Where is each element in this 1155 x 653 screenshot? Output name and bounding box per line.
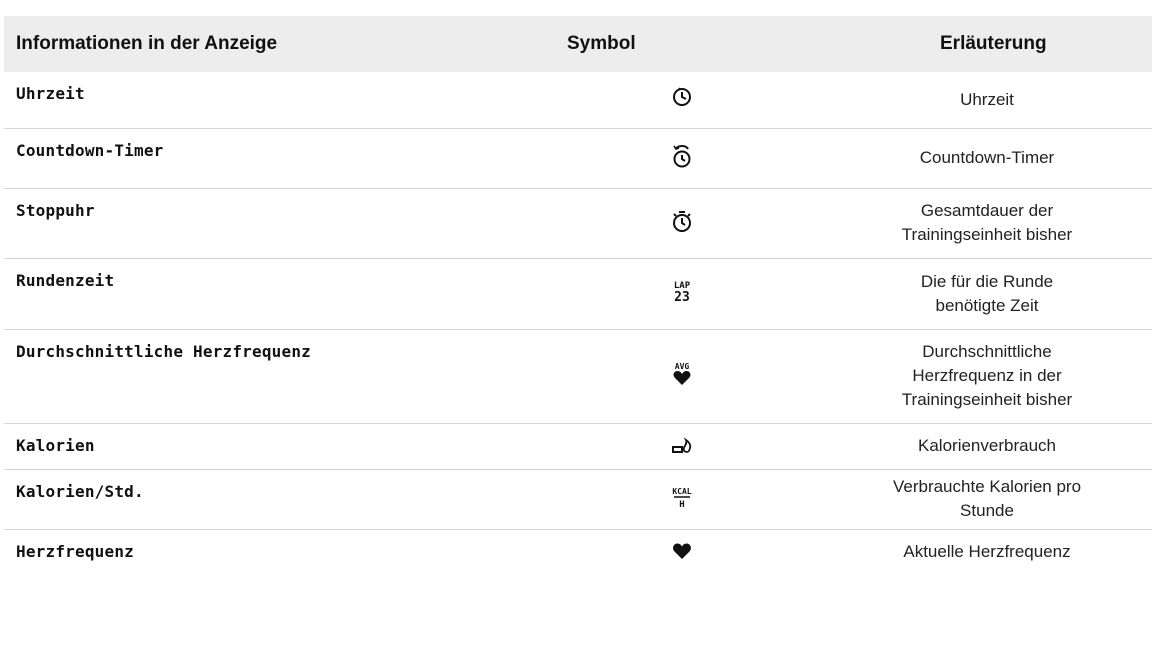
table-row [4,469,1152,529]
description: Countdown-Timer [822,128,1152,188]
description: Kalorienverbrauch [822,423,1152,469]
description: Verbrauchte Kalorien pro Stunde [822,469,1152,529]
description: Die für die Runde benötigte Zeit [822,258,1152,329]
info-label: Herzfrequenz [16,541,134,561]
avg-heart-icon [665,359,699,389]
heart-icon [665,535,699,565]
table-row [4,329,1152,423]
calories-icon [665,429,699,459]
table-row [4,72,1152,128]
clock-icon [665,82,699,112]
table-row [4,529,1152,575]
stopwatch-icon [665,206,699,236]
info-table [4,16,1152,575]
svg-text:H: H [679,499,685,510]
svg-text:23: 23 [674,290,690,305]
info-label: Countdown-Timer [16,140,164,160]
info-label: Durchschnittliche Herzfrequenz [16,341,311,361]
kcal-per-hour-icon [665,482,699,512]
info-label: Kalorien [16,435,95,455]
svg-text:KCAL: KCAL [672,486,692,496]
info-label: Uhrzeit [16,84,85,103]
lap-icon [665,276,699,306]
countdown-timer-icon [665,141,699,171]
info-label: Kalorien/Std. [16,481,144,501]
description: Gesamtdauer der Trainingseinheit bisher [822,188,1152,258]
table-header [4,16,1152,72]
description: Durchschnittliche Herzfrequenz in der Trainingseinheit bisher [822,329,1152,423]
table-row [4,258,1152,329]
header-info: Informationen in der Anzeige [16,33,278,54]
table-row [4,188,1152,258]
header-description: Erläuterung [940,33,1047,54]
svg-text:LAP: LAP [673,281,691,291]
table-row [4,128,1152,188]
info-label: Rundenzeit [16,270,115,290]
info-label: Stoppuhr [16,200,95,220]
description: Aktuelle Herzfrequenz [903,542,1071,562]
svg-text:AVG: AVG [674,361,690,371]
header-symbol: Symbol [567,33,636,54]
description: Uhrzeit [822,72,1152,128]
table-row [4,423,1152,469]
